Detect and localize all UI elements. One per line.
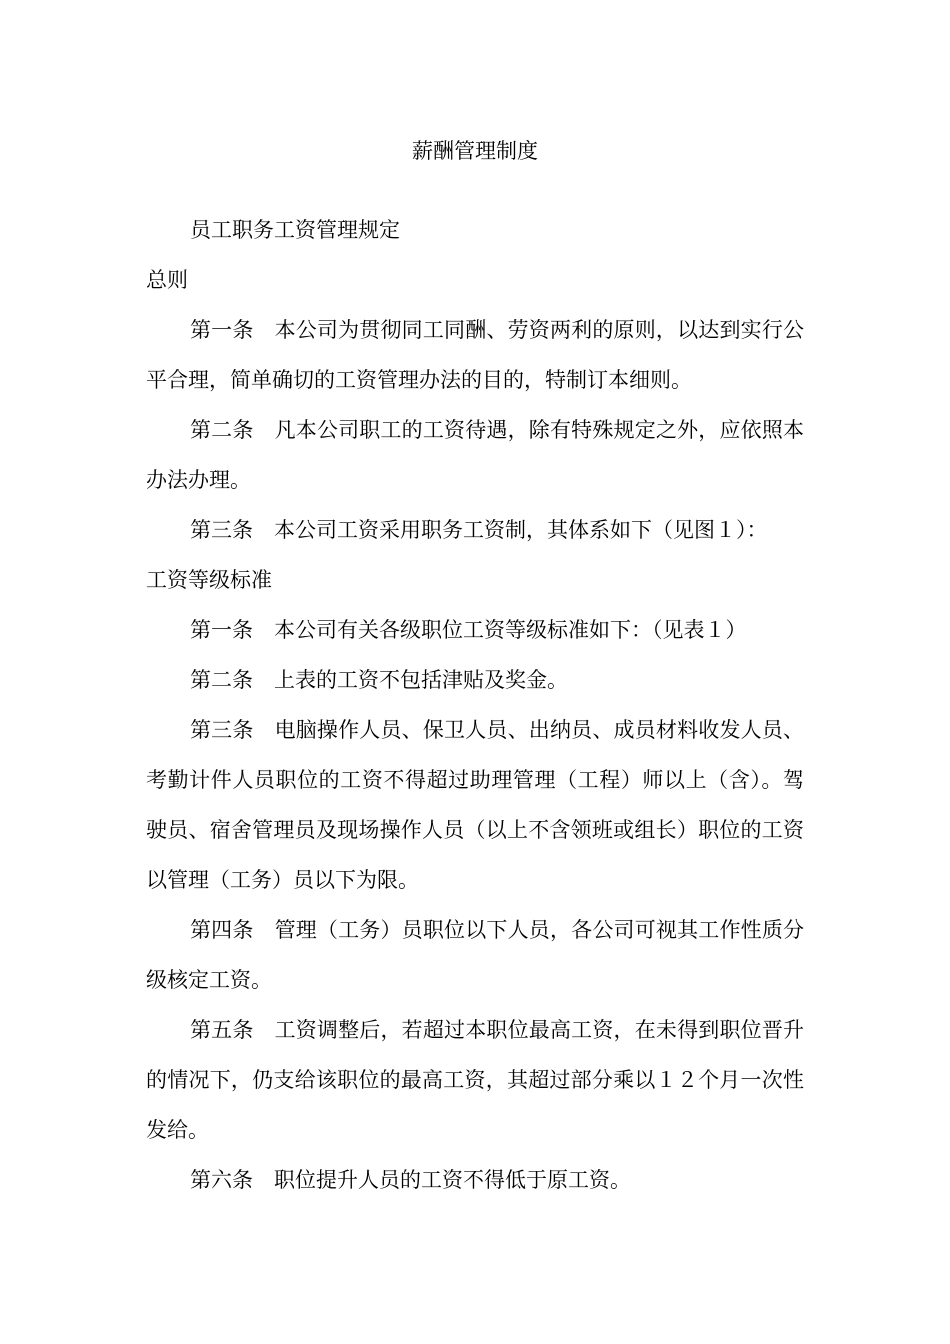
article-label: 第一条 [190,318,254,342]
article-paragraph [146,405,804,505]
document-body [146,205,804,1205]
section-heading-text: 工资等级标准 [146,568,272,592]
article-paragraph [146,305,804,405]
article-text: 凡本公司职工的工资待遇，除有特殊规定之外，应依照本办法办理。 [146,418,805,492]
subtitle [146,205,804,255]
document-title: 薪酬管理制度 [412,139,538,163]
article-label: 第二条 [190,668,253,692]
article-text: 上表的工资不包括津贴及奖金。 [274,668,568,692]
article-label: 第一条 [190,618,253,642]
article-paragraph [146,905,804,1005]
article-text: 工资调整后，若超过本职位最高工资，在未得到职位晋升的情况下，仍支给该职位的最高工资，其超过部分乘以１２个月一次性发给。 [146,1018,805,1142]
article-text: 本公司为贯彻同工同酬、劳资两利的原则，以达到实行公平合理，简单确切的工资管理办法的目的，特制订本细则。 [146,318,805,392]
section-heading [146,555,804,605]
article-paragraph [146,605,804,655]
article-paragraph [146,1155,804,1205]
section-heading-text: 总则 [146,268,188,292]
article-paragraph [146,705,804,905]
article-text: 职位提升人员的工资不得低于原工资。 [274,1168,631,1192]
article-text: 本公司有关各级职位工资等级标准如下：（见表１） [274,618,747,642]
article-label: 第三条 [190,518,253,542]
article-text: 电脑操作人员、保卫人员、出纳员、成员材料收发人员、考勤计件人员职位的工资不得超过助理管理（工程）师以上（含）。驾驶员、宿舍管理员及现场操作人员（以上不含领班或组长）职位的工资以管理（工务）员以下为限。 [146,718,805,892]
section-heading [146,255,804,305]
article-text: 本公司工资采用职务工资制，其体系如下（见图１）： [274,518,768,542]
article-paragraph [146,655,804,705]
article-paragraph [146,505,804,555]
article-label: 第三条 [190,718,254,742]
article-label: 第五条 [190,1018,254,1042]
article-paragraph [146,1005,804,1155]
article-text: 管理（工务）员职位以下人员，各公司可视其工作性质分级核定工资。 [146,918,805,992]
article-label: 第四条 [190,918,254,942]
article-label: 第六条 [190,1168,253,1192]
article-label: 第二条 [190,418,254,442]
subtitle-text: 员工职务工资管理规定 [190,218,400,242]
